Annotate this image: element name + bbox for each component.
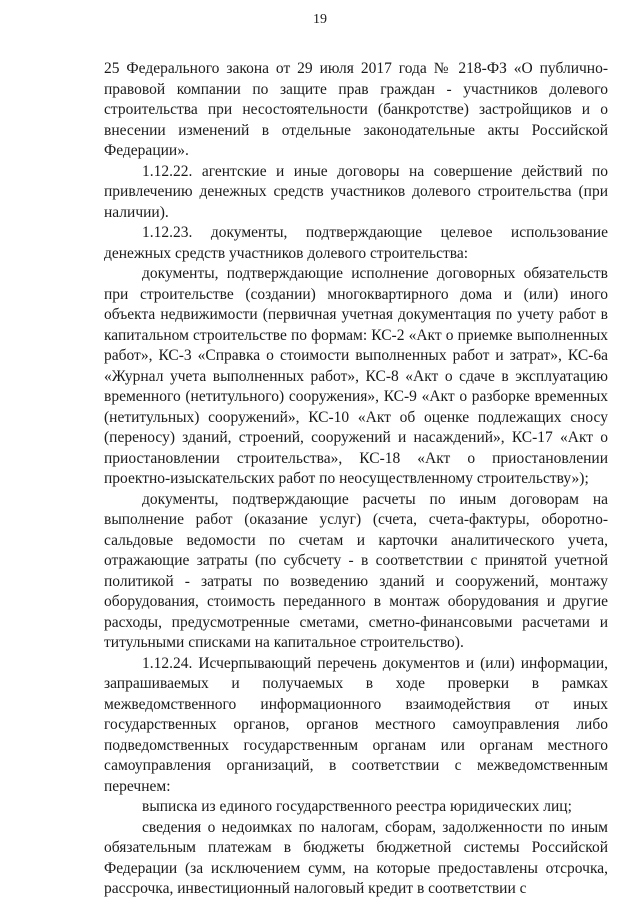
page-number: 19 [313, 12, 327, 27]
paragraph-continuation: 25 Федерального закона от 29 июля 2017 года № 218-ФЗ «О публично-правовой компании по защите прав граждан - участников долевого строительства при несостоятельности (банкротстве) застройщиков и о внесении изменений в отдельные законодательные акты Российской Федерации». [104, 60, 608, 159]
paragraph-1-12-23: 1.12.23. документы, подтверждающие целевое использование денежных средств участников долевого строительства: [104, 224, 608, 262]
paragraph-settlement-documents: документы, подтверждающие расчеты по иным договорам на выполнение работ (оказание услуг) (счета, счета-фактуры, оборотно-сальдовые ведомости по счетам и карточки аналитического учета, отражающие затраты (по субсчету - в соответствии с принятой учетной политикой - затраты по возведению зданий и сооружений, монтажу оборудования, стоимость переданного в монтаж оборудования и другие расходы, предусмотренные сметами, сметно-финансовыми расчетами и титульными списками на капитальное строительство). [104, 490, 608, 651]
paragraph-egrul-extract: выписка из единого государственного реестра юридических лиц; [142, 798, 572, 815]
paragraph-1-12-24: 1.12.24. Исчерпывающий перечень документов и (или) информации, запрашиваемых и получаемых в ходе проверки в рамках межведомственного информационного взаимодействия от иных государственных органов, органов местного самоуправления либо подведомственных государственным органам или органам местного самоуправления организаций, в соответствии с межведомственным перечнем: [104, 654, 608, 795]
paragraph-contract-documents: документы, подтверждающие исполнение договорных обязательств при строительстве (создании) многоквартирного дома и (или) иного объекта недвижимости (первичная учетная документация по учету работ в капитальном строительстве по формам: КС-2 «Акт о приемке выполненных работ», КС-3 «Справка о стоимости выполненных работ и затрат», КС-6а «Журнал учета выполненных работ», КС-8 «Акт о сдаче в эксплуатацию временного (нетитульного) сооружения», КС-9 «Акт о разборке временных (нетитульных) сооружений», КС-10 «Акт об оценке подлежащих сносу (переносу) зданий, строений, сооружений и насаждений», КС-17 «Акт о приостановлении строительства», КС-18 «Акт о приостановлении проектно-изыскательских работ по неосуществленному строительству»); [104, 265, 608, 487]
document-body [104, 59, 608, 900]
paragraph-1-12-22: 1.12.22. агентские и иные договоры на совершение действий по привлечению денежных средств участников долевого строительства (при наличии). [104, 162, 608, 221]
paragraph-tax-arrears: сведения о недоимках по налогам, сборам, задолженности по иным обязательным платежам в бюджеты бюджетной системы Российской Федерации (за исключением сумм, на которые предоставлены отсрочка, рассрочка, инвестиционный налоговый кредит в соответствии с [104, 818, 608, 897]
